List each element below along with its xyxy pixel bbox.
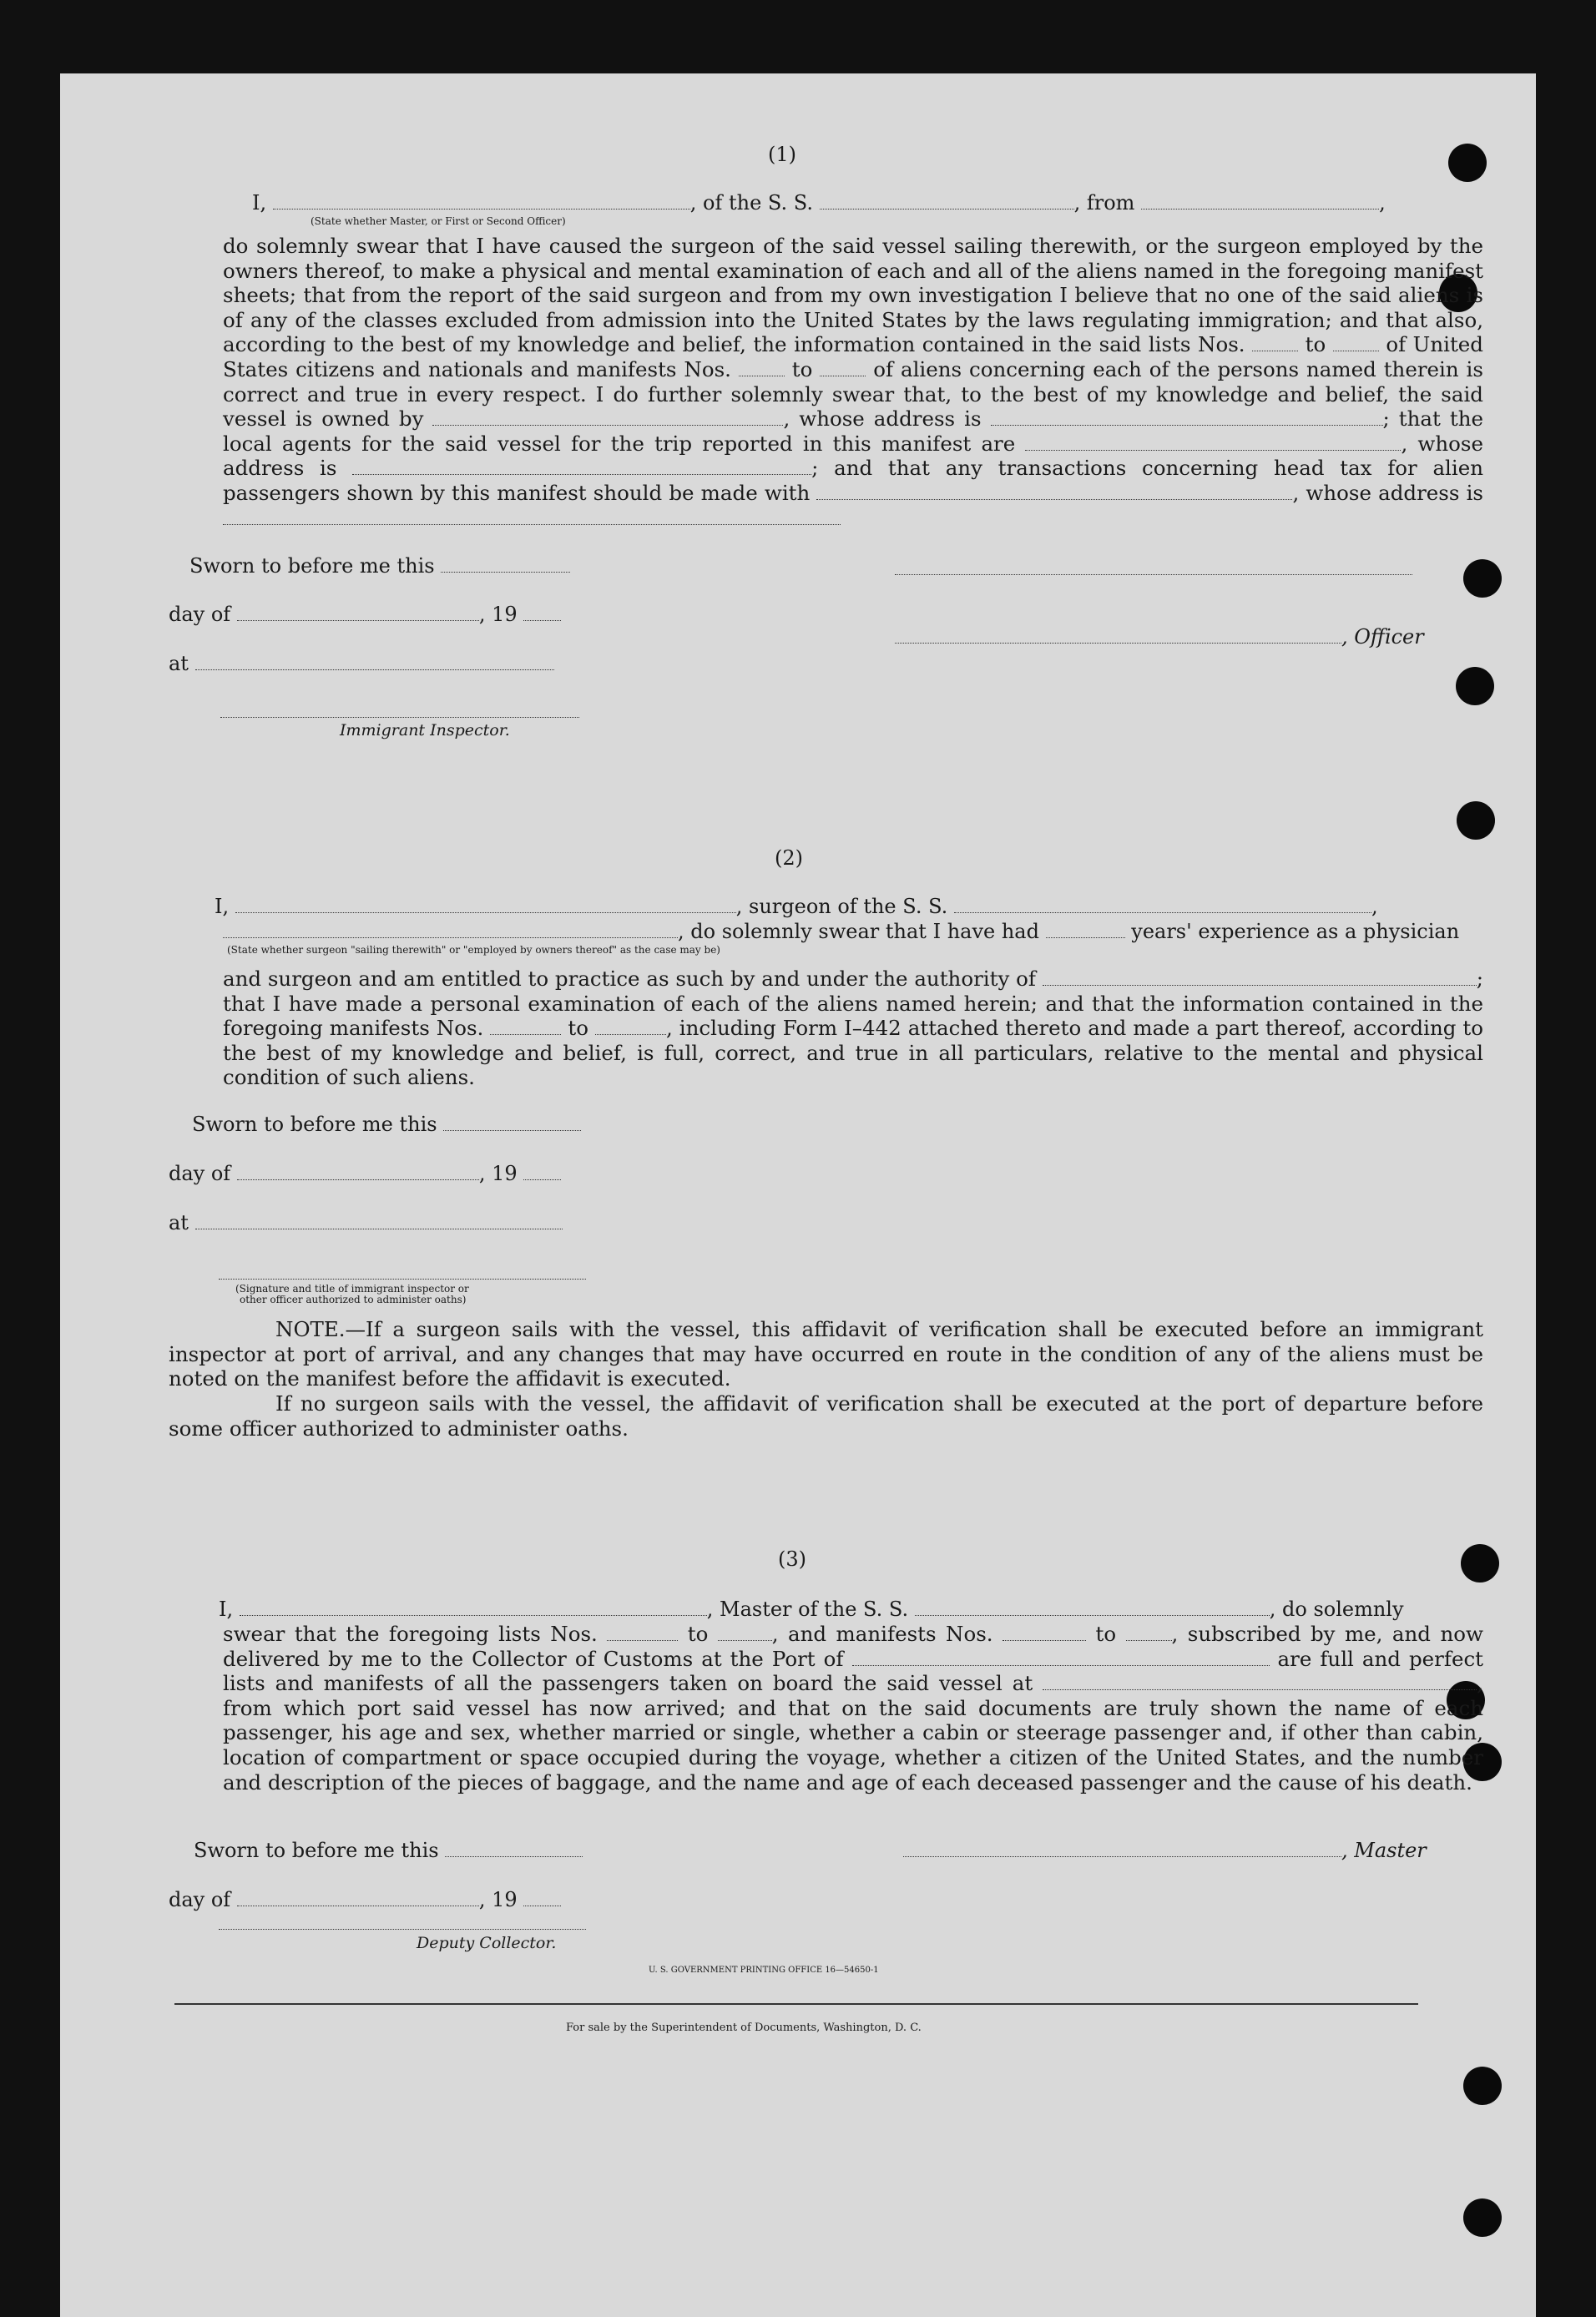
vessel-name-field[interactable] <box>820 192 1074 209</box>
owner-field[interactable] <box>432 408 783 426</box>
authority-field[interactable] <box>1043 968 1477 986</box>
surgeon-line-2: , do solemnly swear that I have had years' experience as a physician <box>223 919 1459 944</box>
officer-signature-field[interactable] <box>895 626 1341 644</box>
master-vessel-field[interactable] <box>915 1598 1270 1616</box>
officer-name-field[interactable] <box>273 192 690 209</box>
punch-hole <box>1457 801 1495 840</box>
punch-hole <box>1463 559 1502 598</box>
boarding-port-field[interactable] <box>1043 1673 1477 1690</box>
label-from: , from <box>1073 191 1135 215</box>
signature-caption-2b: other officer authorized to administer oaths) <box>240 1294 467 1305</box>
day-of-line-2: day of , 19 <box>169 1161 561 1186</box>
footer-rule <box>174 2003 1418 2005</box>
port-field[interactable] <box>852 1648 1270 1666</box>
sworn-label-2: Sworn to before me this <box>192 1112 581 1137</box>
punch-hole <box>1461 1544 1499 1583</box>
deputy-collector-label: Deputy Collector. <box>417 1934 557 1952</box>
label-i: I, <box>252 191 267 215</box>
section-3-heading: (3) <box>778 1547 806 1571</box>
note-paragraph: NOTE.—If a surgeon sails with the vessel, this affidavit of verification shall be executed before an immigrant inspector at port of arrival, and any changes that may have occurred en route in the condition of any of the aliens must be noted on the manifest before the affidavit is executed. <box>169 1317 1483 1391</box>
printing-office-note: U. S. GOVERNMENT PRINTING OFFICE 16—54650-1 <box>649 1966 879 1975</box>
master-signature-field[interactable] <box>903 1840 1341 1857</box>
form-page <box>60 73 1536 2317</box>
label-of-ss: , of the S. S. <box>689 191 813 215</box>
punch-hole <box>1463 2198 1502 2237</box>
section-3-oath-text: swear that the foregoing lists Nos. to , and manifests Nos. to , subscribed by me, and now delivered by me to the Collector of Customs at the Port of are full and perfect lists and manifests of all the passengers taken on board the said vessel at , from which port said vessel has now arrived; and that on the said documents are truly shown the name of each passenger, his age and sex, whether married or single, whether a cabin or steerage passenger and, if other than cabin, location of compartment or space occupied during the voyage, whether a citizen of the United States, and the number and description of the pieces of baggage, and the name and age of each deceased passenger and the cause of his death. <box>223 1622 1484 1795</box>
officer-signature-line[interactable] <box>895 574 1412 575</box>
master-lists-to-field[interactable] <box>718 1623 772 1641</box>
master-line-1: I, , Master of the S. S. , do solemnly <box>219 1598 1404 1621</box>
lists-to-field[interactable] <box>1333 334 1379 351</box>
head-tax-address-field[interactable] <box>223 507 841 525</box>
master-manifests-to-field[interactable] <box>1126 1623 1172 1641</box>
section-2-heading: (2) <box>775 846 803 870</box>
signature-caption-2a: (Signature and title of immigrant inspector or <box>235 1283 469 1295</box>
day-of-line-1: day of , 19 <box>169 602 561 627</box>
deputy-signature-line[interactable] <box>219 1929 586 1930</box>
sworn-month-field-3[interactable] <box>237 1889 479 1906</box>
sworn-year-field-1[interactable] <box>523 603 561 621</box>
punch-hole <box>1463 2067 1502 2105</box>
sworn-label-1: Sworn to before me this <box>189 553 570 578</box>
sworn-day-field-2[interactable] <box>443 1113 581 1131</box>
sworn-day-field-1[interactable] <box>441 555 570 573</box>
note-paragraph-2: If no surgeon sails with the vessel, the affidavit of verification shall be executed at the port of departure before some officer authorized to administer oaths. <box>169 1391 1483 1441</box>
oath-line-1: I, , of the S. S. , from , <box>252 191 1386 215</box>
master-manifests-from-field[interactable] <box>1003 1623 1086 1641</box>
punch-hole <box>1448 144 1487 182</box>
lists-from-field[interactable] <box>1252 334 1298 351</box>
head-tax-agent-field[interactable] <box>816 482 1292 500</box>
sale-note: For sale by the Superintendent of Documents, Washington, D. C. <box>566 2022 922 2034</box>
immigrant-inspector-label: Immigrant Inspector. <box>340 721 510 740</box>
surgeon-manifests-to-field[interactable] <box>595 1017 666 1035</box>
section-1-oath-text: do solemnly swear that I have caused the surgeon of the said vessel sailing therewith, or the surgeon employed by the owners thereof, to make a physical and mental examination of each and all of the aliens named in the foregoing manifest sheets; that from the report of the said surgeon and from my own investigation I believe that no one of the said aliens is of any of the classes excluded from admission into the United States by the laws regulating immigration; and that also, according to the best of my knowledge and belief, the information contained in the said lists Nos. to of United States citizens and nationals and manifests Nos. to of aliens concerning each of the persons named therein is correct and true in every respect. I do further solemnly swear that, to the best of my knowledge and belief, the said vessel is owned by , whose address is ; that the local agents for the said vessel for the trip reported in this manifest are , whose address is ; and that any transactions concerning head tax for alien passengers shown by this manifest should be made with , whose address is <box>223 234 1483 530</box>
agents-address-field[interactable] <box>352 457 811 475</box>
owner-address-field[interactable] <box>991 408 1383 426</box>
at-line-1: at <box>169 651 554 676</box>
agents-field[interactable] <box>1025 433 1401 451</box>
surgeon-name-field[interactable] <box>235 896 736 913</box>
signature-line-2[interactable] <box>219 1279 586 1280</box>
master-lists-from-field[interactable] <box>607 1623 678 1641</box>
from-port-field[interactable] <box>1141 192 1379 209</box>
sworn-month-field-1[interactable] <box>237 603 479 621</box>
sworn-place-field-1[interactable] <box>195 653 554 670</box>
years-field[interactable] <box>1046 921 1125 938</box>
day-of-line-3: day of , 19 <box>169 1887 561 1912</box>
sworn-day-field-3[interactable] <box>445 1840 583 1857</box>
sworn-label-3: Sworn to before me this <box>194 1838 583 1863</box>
surgeon-vessel-field[interactable] <box>954 896 1371 913</box>
sworn-year-field-2[interactable] <box>523 1163 561 1180</box>
surgeon-type-field[interactable] <box>223 921 678 938</box>
section-2-oath-text: and surgeon and am entitled to practice as such by and under the authority of ; that I have made a personal examination of each of the aliens named herein; and that the information contained in the foregoing manifests Nos. to , including Form I–442 attached thereto and made a part thereof, according to the best of my knowledge and belief, is full, correct, and true in all particulars, relative to the mental and physical condition of such aliens. <box>223 967 1484 1090</box>
master-signature-line: , Master <box>903 1838 1427 1863</box>
sworn-year-field-3[interactable] <box>523 1889 561 1906</box>
punch-hole <box>1456 667 1494 705</box>
at-line-2: at <box>169 1210 563 1235</box>
surgeon-caption: (State whether surgeon "sailing therewith" or "employed by owners thereof" as the case may be) <box>227 944 720 956</box>
surgeon-line-1: I, , surgeon of the S. S. , <box>215 895 1378 918</box>
sworn-place-field-2[interactable] <box>195 1212 563 1229</box>
surgeon-manifests-from-field[interactable] <box>490 1017 561 1035</box>
officer-line: , Officer <box>895 624 1424 649</box>
officer-caption: (State whether Master, or First or Second Officer) <box>311 215 566 227</box>
sworn-month-field-2[interactable] <box>237 1163 479 1180</box>
section-1-heading: (1) <box>768 143 796 166</box>
master-name-field[interactable] <box>240 1598 707 1616</box>
manifests-from-field[interactable] <box>739 359 785 376</box>
manifests-to-field[interactable] <box>820 359 866 376</box>
